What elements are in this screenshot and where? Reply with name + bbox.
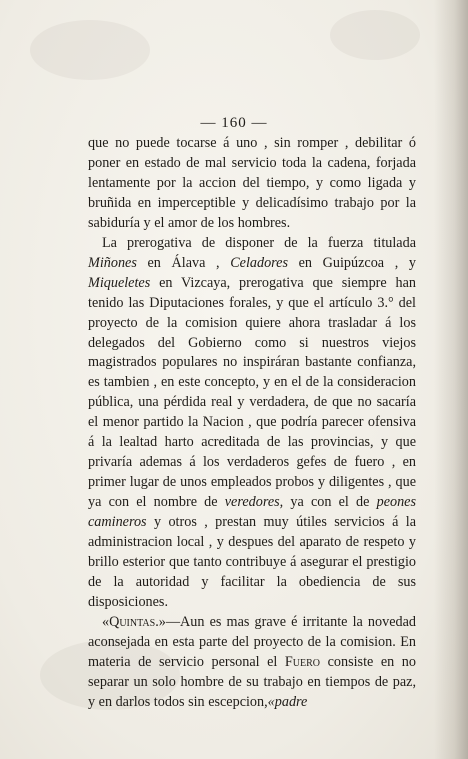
page-number: — 160 — (200, 115, 268, 131)
paragraph-2 (88, 234, 416, 613)
paragraph-1: que no puede tocarse á uno , sin romper , debilitar ó poner en estado de mal servicio toda la cadena, forjada lentamente por la accion del tiempo, y como ligada y bruñida en imperceptible y delicadísimo trabajo por la sabiduría y el amor de los hombres. (88, 135, 416, 231)
text-run: consiste en no separar un solo hombre de su trabajo en tiempos de paz, y en darlos todos sin escepcion, (88, 653, 416, 710)
italic-term: «padre (267, 693, 308, 710)
body-text (88, 134, 416, 713)
paragraph-3 (88, 613, 416, 713)
text-run: y otros , prestan muy útiles servicios á la administracion local , y despues del aparato de respeto y brillo esterior que tanto contribuye á asegurar el prestigio de la autoridad y facilitar la obediencia de sus disposiciones. (88, 514, 416, 610)
text-run: .»—Aun es mas grave é irritante la novedad aconsejada en esta parte del proyecto de la comision. En materia de servicio personal el (88, 613, 416, 670)
paper-stain (30, 20, 150, 80)
small-caps-term: Fuero (284, 653, 321, 670)
section-heading: Quintas (109, 613, 156, 630)
paper-stain (330, 10, 420, 60)
italic-term: Miñones (88, 254, 137, 271)
italic-term: Celadores (230, 254, 288, 271)
text-run: en Guipúzcoa , y (288, 254, 416, 271)
text-run: ya con el de (283, 494, 377, 511)
italic-term: Miqueletes (88, 274, 151, 291)
italic-term: veredores, (224, 494, 284, 511)
text-run: en Vizcaya, prerogativa que siempre han tenido las Diputaciones forales, y que el artículo 3.° del proyecto de la comision quiere ahora trasladar á los delegados del Gobierno como si nuestros viejos magistrados populares no inspiráran bastante confianza, es tambien , en este concepto, y en el de la consideracion pública, una pérdida real y verdadera, de que no sacaría el menor partido la Nacion , que podría parecer ofensiva á la lealtad harto acreditada de las provincias, y que privaría ademas á los verdaderos gefes de fuero , en primer lugar de unos empleados probos y diligentes , que ya con el nombre de (88, 274, 416, 511)
italic-term: peones camineros (88, 494, 416, 531)
text-run: La prerogativa de disponer de la fuerza titulada (102, 234, 416, 251)
text-run: « (102, 613, 110, 630)
text-run: en Álava , (136, 254, 231, 271)
page-edge-shadow (434, 0, 468, 759)
